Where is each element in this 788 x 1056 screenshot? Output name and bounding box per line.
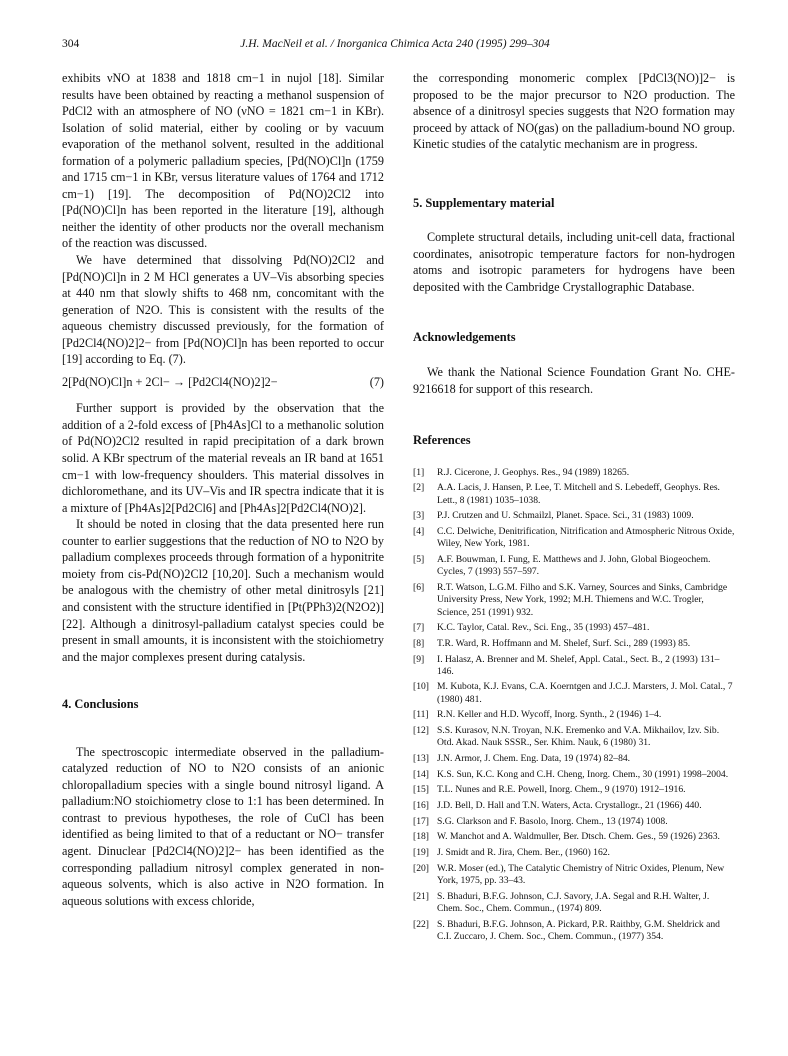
reference-item — [413, 654, 735, 679]
reference-number: [7] — [413, 622, 425, 634]
reference-text: R.J. Cicerone, J. Geophys. Res., 94 (1989) 18265. — [437, 466, 630, 478]
reference-item — [413, 800, 735, 812]
reference-text: T.R. Ward, R. Hoffmann and M. Shelef, Surf. Sci., 289 (1993) 85. — [437, 637, 691, 649]
reference-number: [21] — [413, 890, 429, 902]
reference-text: M. Kubota, K.J. Evans, C.A. Koerntgen and J.C.J. Marsters, J. Mol. Catal., 7 (1980) 481. — [437, 681, 733, 705]
reference-text: S. Bhaduri, B.F.G. Johnson, C.J. Savory, J.A. Segal and R.H. Walter, J. Chem. Soc., Chem. Commun., (1974) 809. — [437, 890, 710, 914]
reference-text: J. Smidt and R. Jira, Chem. Ber., (1960) 162. — [437, 846, 610, 858]
reference-number: [3] — [413, 510, 425, 522]
reference-text: S. Bhaduri, B.F.G. Johnson, A. Pickard, P.R. Raithby, G.M. Sheldrick and C.I. Zuccaro, J. Chem. Soc., Chem. Commun., (1977) 354. — [437, 918, 720, 942]
reference-text: A.F. Bouwman, I. Fung, E. Matthews and J. John, Global Biogeochem. Cycles, 7 (1993) 557–597. — [437, 553, 711, 578]
reference-text: R.T. Watson, L.G.M. Filho and S.K. Varney, Sources and Sinks, Cambridge University Press, New York, 1992; M.H. Thiemens and W.C. Trogler, Science, 251 (1991) 932. — [437, 581, 728, 618]
reference-text: J.N. Armor, J. Chem. Eng. Data, 19 (1974) 82–84. — [437, 753, 631, 765]
equation-number: (7) — [369, 374, 384, 389]
reference-number: [11] — [413, 709, 429, 721]
paragraph-uv-vis: We have determined that dissolving Pd(NO)2Cl2 and [Pd(NO)Cl]n in 2 M HCl generates a UV–Vis absorbing species at 440 nm that slowly shifts to 468 nm, concomitant with the generation of N2O. This is consistent with the results of the aqueous chemistry discussed previously, for the formation of [Pd2Cl4(NO)2]2− from [Pd(NO)Cl]n has been reported to occur [19] according to Eq. (7). — [62, 253, 384, 367]
reference-text: I. Halasz, A. Brenner and M. Shelef, Appl. Catal., Sect. B., 2 (1993) 131–146. — [437, 653, 720, 677]
reference-item — [413, 510, 735, 522]
reference-number: [13] — [413, 753, 429, 765]
heading-conclusions: 4. Conclusions — [62, 697, 139, 712]
reference-item — [413, 784, 735, 796]
reference-number: [10] — [413, 681, 429, 693]
reference-number: [4] — [413, 525, 425, 537]
paragraph-continued: the corresponding monomeric complex [PdCl3(NO)]2− is proposed to be the major precursor to N2O production. The absence of a dinitrosyl species suggests that N2O formation may proceed by attack of NO(gas) on the palladium-bound NO group. Kinetic studies of the catalytic mechanism are in progress. — [413, 71, 735, 152]
reference-number: [19] — [413, 846, 429, 858]
reference-item — [413, 467, 735, 479]
reference-list — [413, 467, 735, 944]
reference-item — [413, 482, 735, 507]
reference-item — [413, 753, 735, 765]
page-header — [62, 38, 728, 54]
reference-text: S.S. Kurasov, N.N. Troyan, N.K. Eremenko and V.A. Mikhailov, Izv. Sib. Otd. Akad. Nauk SSSR., Ser. Khim. Nauk, 6 (1980) 31. — [437, 725, 720, 749]
reference-number: [16] — [413, 800, 429, 812]
reference-text: C.C. Delwiche, Denitrification, Nitrification and Atmospheric Nitrous Oxide, Wiley, New York, 1981. — [437, 525, 735, 550]
reference-number: [14] — [413, 768, 429, 780]
reference-number: [20] — [413, 862, 429, 874]
reference-item — [413, 919, 735, 944]
left-column — [62, 70, 384, 909]
reference-number: [6] — [413, 581, 425, 593]
reference-number: [5] — [413, 553, 425, 565]
reference-text: K.C. Taylor, Catal. Rev., Sci. Eng., 35 (1993) 457–481. — [437, 622, 650, 634]
reference-item — [413, 816, 735, 828]
reference-number: [2] — [413, 482, 425, 494]
reference-item — [413, 831, 735, 843]
page-number: 304 — [62, 38, 80, 50]
reference-item — [413, 526, 735, 551]
heading-references: References — [413, 433, 471, 448]
paragraph-acknowledgements: We thank the National Science Foundation Grant No. CHE-9216618 for support of this research. — [413, 365, 735, 396]
reference-item — [413, 622, 735, 634]
equation-7 — [62, 374, 384, 391]
reference-item — [413, 769, 735, 781]
reference-number: [9] — [413, 653, 425, 665]
reference-text: A.A. Lacis, J. Hansen, P. Lee, T. Mitchell and S. Lebedeff, Geophys. Res. Lett., 8 (1981) 1035–1038. — [437, 482, 720, 506]
reference-item — [413, 725, 735, 750]
reference-text: R.N. Keller and H.D. Wycoff, Inorg. Synth., 2 (1946) 1–4. — [437, 709, 662, 721]
reference-item — [413, 582, 735, 619]
reference-text: J.D. Bell, D. Hall and T.N. Waters, Acta. Crystallogr., 21 (1966) 440. — [437, 800, 702, 812]
paragraph-further-support: Further support is provided by the observation that the addition of a 2-fold excess of [Ph4As]Cl to a methanolic solution of Pd(NO)2Cl2 resulted in rapid precipitation of a dark brown solid. A KBr spectrum of the material reveals an IR band at 1651 cm−1 with low-frequency shoulders. This material dissolves in dichloromethane, and its UV–Vis and IR spectra indicate that it is a mixture of [Ph4As]2[Pd2Cl6] and [Ph4As]2[Pd2Cl4(NO)2]. — [62, 401, 384, 515]
reference-item — [413, 863, 735, 888]
reference-text: W.R. Moser (ed.), The Catalytic Chemistry of Nitric Oxides, Plenum, New York, 1975, pp. 33–43. — [437, 862, 725, 886]
reference-item — [413, 891, 735, 916]
reference-item — [413, 554, 735, 579]
reference-text: S.G. Clarkson and F. Basolo, Inorg. Chem., 13 (1974) 1008. — [437, 815, 668, 827]
reference-number: [12] — [413, 725, 429, 737]
reference-number: [8] — [413, 637, 425, 649]
right-column — [413, 70, 735, 947]
reference-item — [413, 638, 735, 650]
equation-text: 2[Pd(NO)Cl]n + 2Cl− → [Pd2Cl4(NO)2]2− — [62, 374, 278, 389]
paragraph-closing-note: It should be noted in closing that the data presented here run counter to earlier suggestions that the reduction of NO to N2O by palladium complexes proceeds through formation of a hyponitrite moiety from cis-Pd(NO)2Cl2 [10,20]. Such a mechanism would be analogous with the chemistry of other metal dinitrosyls [21] and consistent with the structure identified in [Pt(PPh3)2(N2O2)] [22]. Although a dinitrosyl-palladium catalyst species could be present in small amounts, it is inconsistent with the stoichiometry and the major complexes present during catalysis. — [62, 517, 384, 664]
reference-text: K.S. Sun, K.C. Kong and C.H. Cheng, Inorg. Chem., 30 (1991) 1998–2004. — [437, 768, 729, 780]
reference-item — [413, 681, 735, 706]
paragraph-ir-bands: exhibits νNO at 1838 and 1818 cm−1 in nujol [18]. Similar results have been obtained by reacting a methanol suspension of PdCl2 with an atmosphere of NO (νNO = 1821 cm−1 in KBr). Isolation of solid material, either by cooling or by vacuum evaporation of the methanol solvent, resulted in the additional formation of a polymeric palladium species, [Pd(NO)Cl]n (1759 and 1715 cm−1 in KBr, versus literature values of 1764 and 1712 cm−1) [19]. The decomposition of Pd(NO)2Cl2 into [Pd(NO)Cl]n has been reported in the literature [19], although neither the identity of other products nor the overall mechanism of the reaction was discussed. — [62, 71, 384, 251]
reference-number: [22] — [413, 918, 429, 930]
reference-text: T.L. Nunes and R.E. Powell, Inorg. Chem., 9 (1970) 1912–1916. — [437, 784, 686, 796]
reference-item — [413, 709, 735, 721]
reference-number: [18] — [413, 831, 429, 843]
paragraph-conclusions: The spectroscopic intermediate observed in the palladium-catalyzed reduction of NO to N2O consists of an anionic chloropalladium species with a single bound nitrosyl ligand. A palladium:NO stoichiometry close to 1:1 has been determined. In contrast to previous hypotheses, the role of CuCl has been identified as being limited to that of a reductant or NO− transfer agent. Dinuclear [Pd2Cl4(NO)2]2− has been identified as the corresponding palladium nitrosyl complex generated in non-aqueous solvents, which is also active in N2O formation. In aqueous solutions with excess chloride, — [62, 744, 384, 908]
reference-item — [413, 847, 735, 859]
reference-text: W. Manchot and A. Waldmuller, Ber. Dtsch. Chem. Ges., 59 (1926) 2363. — [437, 831, 720, 843]
heading-acknowledgements: Acknowledgements — [413, 330, 516, 345]
reference-number: [17] — [413, 815, 429, 827]
running-head: J.H. MacNeil et al. / Inorganica Chimica Acta 240 (1995) 299–304 — [240, 38, 550, 50]
reference-number: [1] — [413, 466, 425, 478]
reference-text: P.J. Crutzen and U. Schmailzl, Planet. Space. Sci., 31 (1983) 1009. — [437, 510, 694, 522]
paragraph-supplementary: Complete structural details, including unit-cell data, fractional coordinates, anisotropic temperature factors for non-hydrogen atoms and isotropic parameters for hydrogens have been deposited with the Cambridge Crystallographic Database. — [413, 230, 735, 294]
reference-number: [15] — [413, 784, 429, 796]
heading-supplementary: 5. Supplementary material — [413, 195, 555, 210]
